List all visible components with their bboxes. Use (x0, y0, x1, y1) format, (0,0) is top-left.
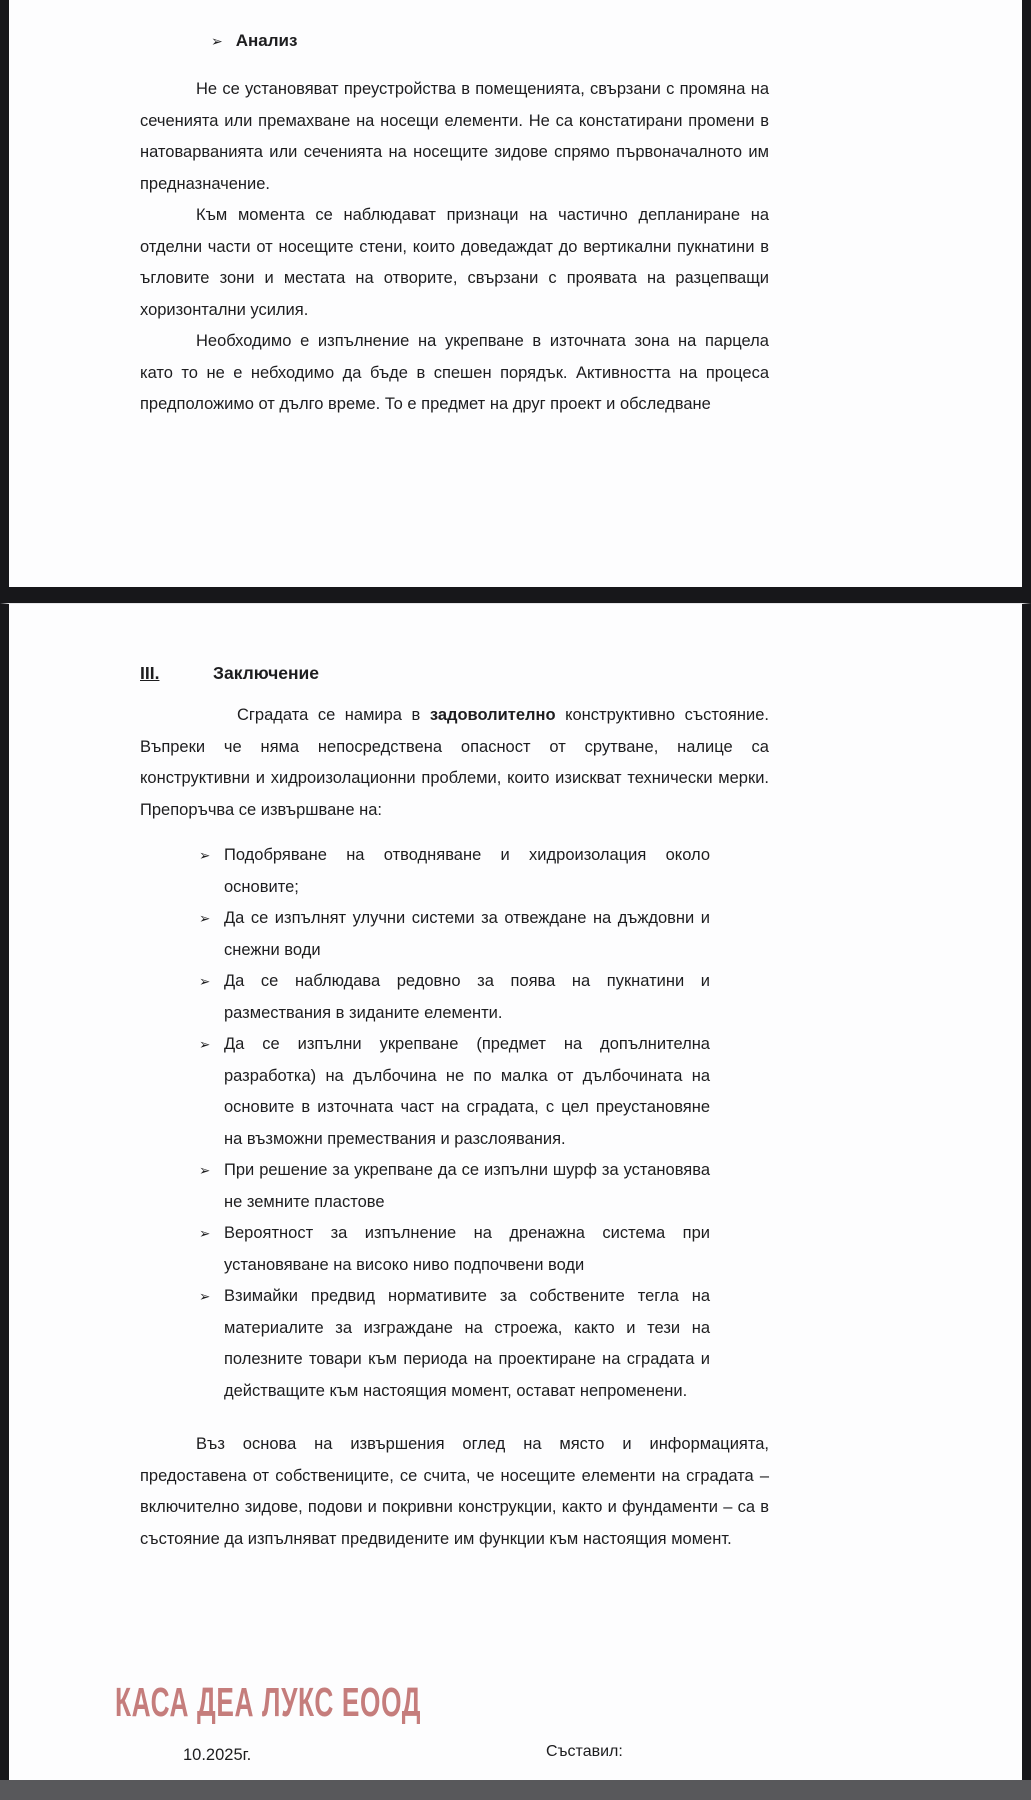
composed-by-label: Съставил: (546, 1743, 623, 1760)
conclusion-intro: Сградата се намира в задоволително конструктивно състояние. Въпреки че няма непосредствена опасност от срутване, налице са конструктивни и хидроизолационни проблеми, които изискват технически мерки. Препоръчва се извършване на: (140, 706, 770, 819)
page-break-band (0, 587, 1031, 603)
arrow-bullet-icon: ➢ (199, 974, 211, 989)
analysis-title: Анализ (235, 31, 298, 50)
recommendation-item: ➢ Да се изпълнят улучни системи за отвеждане на дъждовни и снежни води (199, 903, 710, 966)
company-stamp: КАСА ДЕА ЛУКС ЕООД (115, 1679, 422, 1725)
analysis-heading (211, 30, 769, 52)
scanned-page-analysis (0, 0, 1031, 588)
conclusion-closing-paragraph: Въз основа на извършения оглед на място и информацията, предоставена от собствениците, се счита, че носещите елементи на сградата – включително зидове, подови и покривни конструкции, както и фундаменти – са в състояние да изпълняват предвидените им функции към настоящия момент. (140, 1435, 769, 1548)
recommendation-item: ➢ Взимайки предвид нормативите за собствените тегла на материалите за изграждане на строежа, както и тези на полезните товари към периода на проектиране на сградата и действащите към настоящия момент, остават непроменени. (199, 1281, 710, 1407)
arrow-bullet-icon: ➢ (199, 848, 211, 863)
report-date: 10.2025г. (183, 1746, 252, 1764)
arrow-bullet-icon: ➢ (211, 33, 223, 49)
bold-keyword: задоволително (429, 706, 556, 724)
recommendation-item: ➢ Да се наблюдава редовно за поява на пукнатини и размествания в зиданите елементи. (199, 966, 710, 1029)
arrow-bullet-icon: ➢ (199, 1163, 211, 1178)
recommendation-item: ➢ Да се изпълни укрепване (предмет на допълнителна разработка) на дълбочина не по малка от дълбочината на основите в източната част на сградата, с цел преустановяне на възможни премествания и разслоявания. (199, 1029, 710, 1155)
recommendation-item: ➢ Подобряване на отводняване и хидроизолация около основите; (199, 840, 710, 903)
conclusion-number: III. (140, 663, 160, 683)
arrow-bullet-icon: ➢ (199, 1037, 211, 1052)
arrow-bullet-icon: ➢ (199, 911, 211, 926)
arrow-bullet-icon: ➢ (199, 1289, 211, 1304)
conclusion-heading (140, 604, 769, 684)
page-edge-bar (0, 1780, 1031, 1800)
analysis-paragraph-2: Към момента се наблюдават признаци на частично депланиране на отделни части от носещите стени, които доведаждат до вертикални пукнатини в ъгловите зони и местата на отворите, свързани с проявата на разцепващи хоризонтални усилия. (140, 206, 769, 319)
analysis-paragraph-1: Не се установяват преустройства в помещенията, свързани с промяна на сеченията или премахване на носещи елементи. Не са констатирани промени в натоварванията или сеченията на носещите зидове спрямо първоначалното им предназначение. (140, 80, 769, 193)
conclusion-title: Заключение (213, 663, 320, 683)
scanned-page-conclusion (0, 603, 1031, 1781)
recommendation-item: ➢ При решение за укрепване да се изпълни шурф за установява не земните пластове (199, 1155, 710, 1218)
arrow-bullet-icon: ➢ (199, 1226, 211, 1241)
recommendation-item: ➢ Вероятност за изпълнение на дренажна система при установяване на високо ниво подпочвени води (199, 1218, 710, 1281)
analysis-paragraph-3: Необходимо е изпълнение на укрепване в източната зона на парцела като то не е небходимо да бъде в спешен порядък. Активността на процеса предположимо от дълго време. То е предмет на друг проект и обследване (140, 332, 769, 413)
recommendation-list (140, 840, 710, 1407)
